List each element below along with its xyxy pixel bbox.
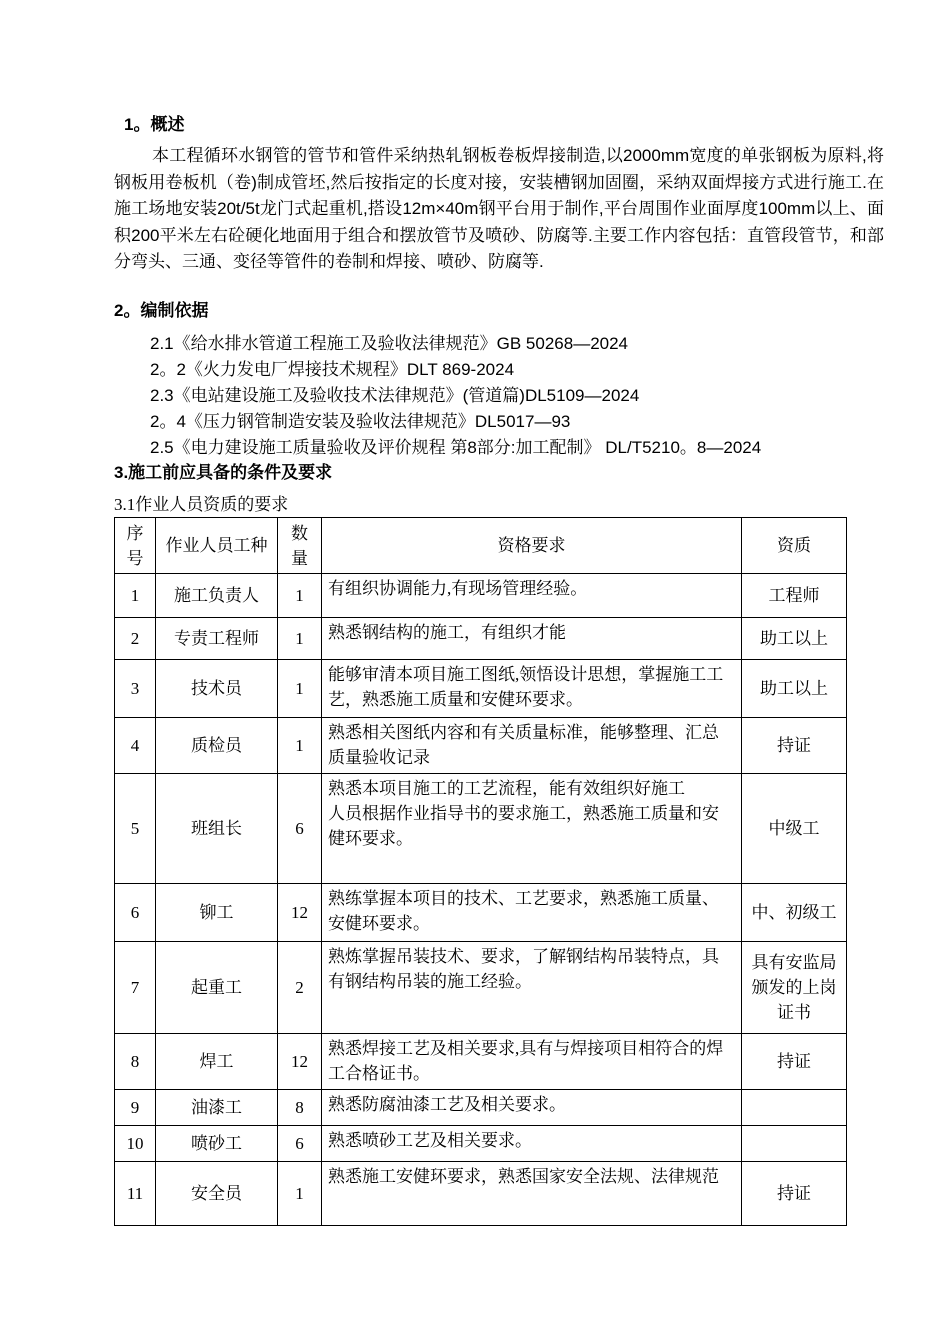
cell-worker-type: 铆工: [156, 884, 278, 942]
table-header-row: [115, 518, 847, 574]
cell-quantity: 2: [278, 942, 322, 1034]
cell-qualification: 中、初级工: [742, 884, 847, 942]
cell-quantity: 6: [278, 1126, 322, 1162]
reference-item: 2.1《给水排水管道工程施工及验收法律规范》GB 50268—2024: [150, 334, 629, 353]
cell-no: 7: [115, 942, 156, 1034]
table-caption: 3.1作业人员资质的要求: [114, 495, 289, 514]
header-requirements: 资格要求: [322, 518, 742, 574]
cell-qualification: 具有安监局颁发的上岗证书: [742, 942, 847, 1034]
section-1-heading: 1。概述: [124, 115, 185, 134]
cell-requirements: 熟炼掌握吊装技术、要求，了解钢结构吊装特点，具有钢结构吊装的施工经验。: [322, 942, 742, 1034]
table-row: [115, 1162, 847, 1226]
cell-requirements: 熟悉本项目施工的工艺流程，能有效组织好施工 人员根据作业指导书的要求施工，熟悉施工质量和安健环要求。: [322, 774, 742, 884]
cell-worker-type: 施工负责人: [156, 574, 278, 618]
cell-quantity: 8: [278, 1090, 322, 1126]
cell-quantity: 1: [278, 1162, 322, 1226]
table-row: [115, 1126, 847, 1162]
table-row: [115, 574, 847, 618]
section-1-body: 本工程循环水钢管的管节和管件采纳热轧钢板卷板焊接制造,以2000mm宽度的单张钢板为原料,将钢板用卷板机（卷)制成管坯,然后按指定的长度对接，安装槽钢加固圈，采纳双面焊接方式进行施工.在施工场地安装20t/5t龙门式起重机,搭设12m×40m钢平台用于制作,平台周围作业面厚度100mm以上、面积200平米左右砼硬化地面用于组合和摆放管节及喷砂、防腐等.主要工作内容包括：直管段管节，和部分弯头、三通、变径等管件的卷制和焊接、喷砂、防腐等.: [114, 146, 884, 271]
cell-requirements: 能够审清本项目施工图纸,领悟设计思想，掌握施工工艺，熟悉施工质量和安健环要求。: [322, 660, 742, 718]
cell-qualification: [742, 1090, 847, 1126]
cell-worker-type: 专责工程师: [156, 618, 278, 660]
header-quantity: 数量: [278, 518, 322, 574]
table-row: [115, 660, 847, 718]
cell-no: 10: [115, 1126, 156, 1162]
cell-worker-type: 安全员: [156, 1162, 278, 1226]
cell-no: 4: [115, 718, 156, 774]
table-row: [115, 1090, 847, 1126]
cell-requirements: 熟悉喷砂工艺及相关要求。: [322, 1126, 742, 1162]
cell-requirements: 熟练掌握本项目的技术、工艺要求，熟悉施工质量、安健环要求。: [322, 884, 742, 942]
cell-quantity: 1: [278, 574, 322, 618]
cell-no: 3: [115, 660, 156, 718]
reference-item: 2.5《电力建设施工质量验收及评价规程 第8部分:加工配制》 DL/T5210。8—2024: [150, 438, 762, 457]
cell-qualification: [742, 1126, 847, 1162]
cell-worker-type: 喷砂工: [156, 1126, 278, 1162]
cell-worker-type: 焊工: [156, 1034, 278, 1090]
table-row: [115, 942, 847, 1034]
cell-worker-type: 起重工: [156, 942, 278, 1034]
cell-worker-type: 质检员: [156, 718, 278, 774]
cell-requirements: 熟悉施工安健环要求，熟悉国家安全法规、法律规范: [322, 1162, 742, 1226]
cell-requirements: 熟悉钢结构的施工，有组织才能: [322, 618, 742, 660]
section-2-heading: 2。编制依据: [114, 301, 209, 320]
cell-quantity: 12: [278, 884, 322, 942]
cell-no: 6: [115, 884, 156, 942]
header-no: 序号: [115, 518, 156, 574]
cell-no: 2: [115, 618, 156, 660]
table-row: [115, 1034, 847, 1090]
cell-quantity: 1: [278, 718, 322, 774]
cell-qualification: 中级工: [742, 774, 847, 884]
cell-qualification: 工程师: [742, 574, 847, 618]
table-row: [115, 884, 847, 942]
cell-worker-type: 班组长: [156, 774, 278, 884]
reference-item: 2。4《压力钢管制造安装及验收法律规范》DL5017—93: [150, 412, 571, 431]
table-row: [115, 618, 847, 660]
cell-requirements: 熟悉防腐油漆工艺及相关要求。: [322, 1090, 742, 1126]
cell-no: 5: [115, 774, 156, 884]
cell-no: 11: [115, 1162, 156, 1226]
reference-item: 2.3《电站建设施工及验收技术法律规范》(管道篇)DL5109—2024: [150, 386, 640, 405]
cell-quantity: 1: [278, 660, 322, 718]
section-3-heading: 3.施工前应具备的条件及要求: [114, 463, 333, 482]
cell-no: 9: [115, 1090, 156, 1126]
cell-no: 8: [115, 1034, 156, 1090]
cell-qualification: 持证: [742, 1162, 847, 1226]
cell-no: 1: [115, 574, 156, 618]
cell-qualification: 助工以上: [742, 618, 847, 660]
cell-requirements: 熟悉相关图纸内容和有关质量标准，能够整理、汇总质量验收记录: [322, 718, 742, 774]
cell-quantity: 12: [278, 1034, 322, 1090]
table-row: [115, 718, 847, 774]
cell-worker-type: 油漆工: [156, 1090, 278, 1126]
cell-requirements: 有组织协调能力,有现场管理经验。: [322, 574, 742, 618]
header-worker-type: 作业人员工种: [156, 518, 278, 574]
personnel-qualification-table: [114, 517, 847, 1226]
cell-qualification: 持证: [742, 718, 847, 774]
cell-qualification: 助工以上: [742, 660, 847, 718]
cell-qualification: 持证: [742, 1034, 847, 1090]
cell-worker-type: 技术员: [156, 660, 278, 718]
cell-requirements: 熟悉焊接工艺及相关要求,具有与焊接项目相符合的焊工合格证书。: [322, 1034, 742, 1090]
header-qualification: 资质: [742, 518, 847, 574]
reference-item: 2。2《火力发电厂焊接技术规程》DLT 869-2024: [150, 360, 515, 379]
cell-quantity: 1: [278, 618, 322, 660]
cell-quantity: 6: [278, 774, 322, 884]
table-row: [115, 774, 847, 884]
